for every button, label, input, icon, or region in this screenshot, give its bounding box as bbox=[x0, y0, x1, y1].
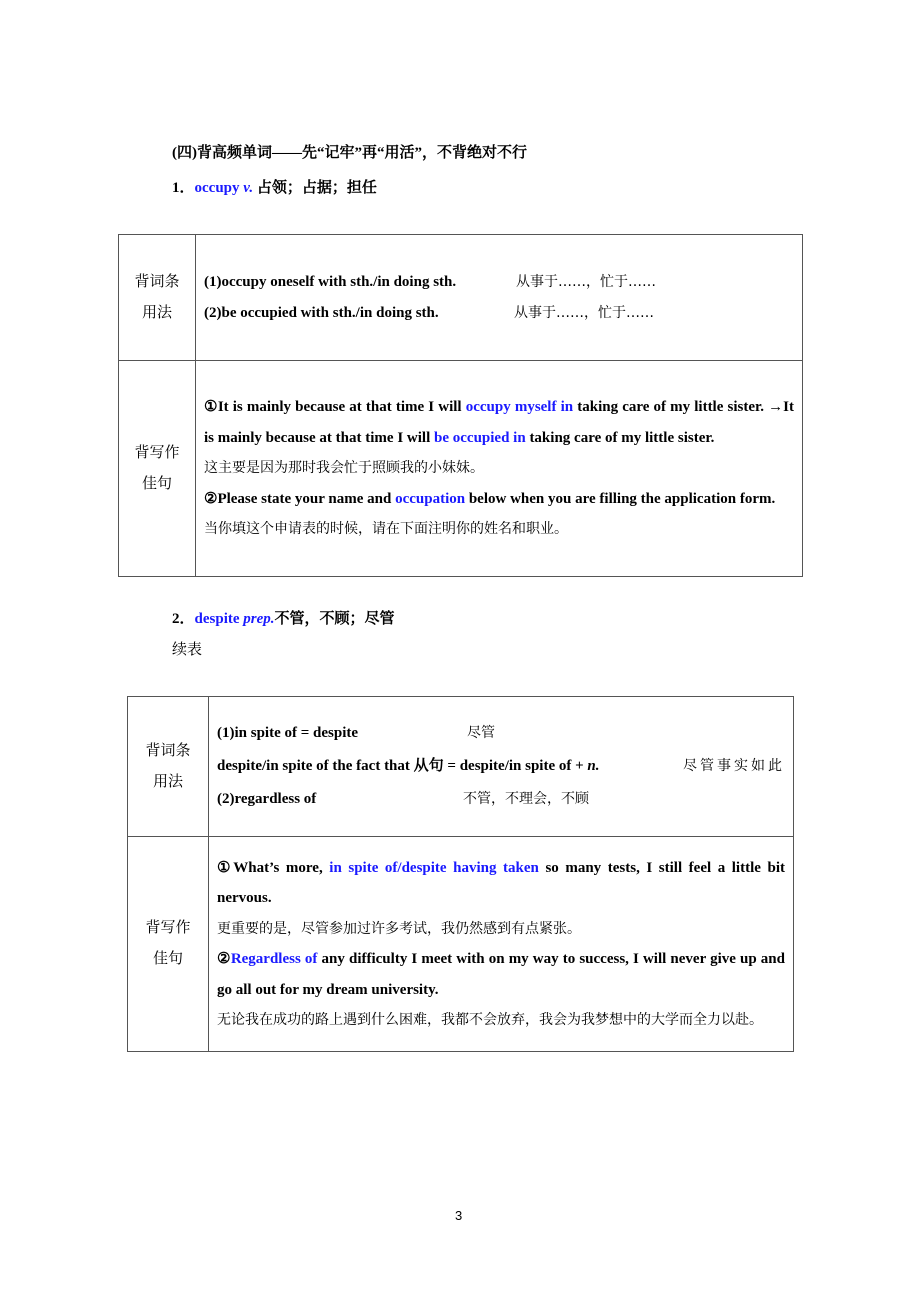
section-heading: (四)背高频单词——先“记牢”再“用活”，不背绝对不行 bbox=[172, 145, 527, 161]
usage-item: despite/in spite of the fact that 从句 = despite/in spite of + n. 尽管事实如此 bbox=[217, 758, 785, 774]
page-number: 3 bbox=[455, 1208, 463, 1223]
examples-label: 背写作佳句 bbox=[119, 361, 196, 577]
word-number: 1． bbox=[172, 180, 195, 196]
usage-label: 背词条用法 bbox=[128, 697, 209, 837]
usage-item: (2)be occupied with sth./in doing sth. 从事于……，忙于…… bbox=[204, 304, 654, 321]
word-number: 2． bbox=[172, 611, 195, 627]
examples-cell bbox=[196, 361, 803, 577]
continued-label: 续表 bbox=[172, 640, 203, 658]
word-meaning: 占领；占据；担任 bbox=[256, 180, 377, 196]
usage-item: (1)occupy oneself with sth./in doing sth. 从事于……，忙于…… bbox=[204, 274, 656, 290]
usage-item: (1)in spite of = despite 尽管 bbox=[217, 725, 495, 741]
part-of-speech: v. bbox=[243, 180, 254, 196]
usage-item: (2)regardless of 不管，不理会，不顾 bbox=[217, 791, 589, 807]
vocab-table-despite bbox=[127, 696, 794, 1052]
usage-cell bbox=[209, 697, 794, 837]
example-translation: 无论我在成功的路上遇到什么困难，我都不会放弃，我会为我梦想中的大学而全力以赴。 bbox=[217, 1012, 763, 1028]
word-heading-despite bbox=[172, 607, 395, 628]
example-translation: 更重要的是，尽管参加过许多考试，我仍然感到有点紧张。 bbox=[217, 920, 581, 937]
usage-cell bbox=[196, 235, 803, 361]
examples-cell bbox=[209, 837, 794, 1052]
vocab-table-occupy bbox=[118, 234, 803, 577]
example-sentence: ①What’s more, in spite of/despite having taken so many tests, I still feel a little bit nervous. bbox=[217, 859, 785, 906]
usage-label: 背词条用法 bbox=[119, 235, 196, 361]
example-translation: 当你填这个申请表的时候，请在下面注明你的姓名和职业。 bbox=[204, 521, 568, 538]
part-of-speech: prep. bbox=[243, 611, 275, 627]
word-heading-occupy bbox=[172, 176, 377, 197]
example-translation: 这主要是因为那时我会忙于照顾我的小妹妹。 bbox=[204, 460, 484, 477]
word: occupy bbox=[194, 180, 240, 196]
examples-label: 背写作佳句 bbox=[128, 837, 209, 1052]
word-meaning: 不管，不顾；尽管 bbox=[274, 611, 395, 627]
example-sentence: ②Please state your name and occupation below when you are filling the application form. bbox=[204, 490, 776, 507]
word: despite bbox=[194, 611, 240, 627]
example-sentence: ②Regardless of any difficulty I meet with on my way to success, I will never give up and go all out for my dream university. bbox=[217, 951, 785, 998]
example-sentence: ①It is mainly because at that time I will occupy myself in taking care of my little sister. →It is mainly because at that time I will be occupied in taking care of my little sister. bbox=[204, 399, 794, 446]
